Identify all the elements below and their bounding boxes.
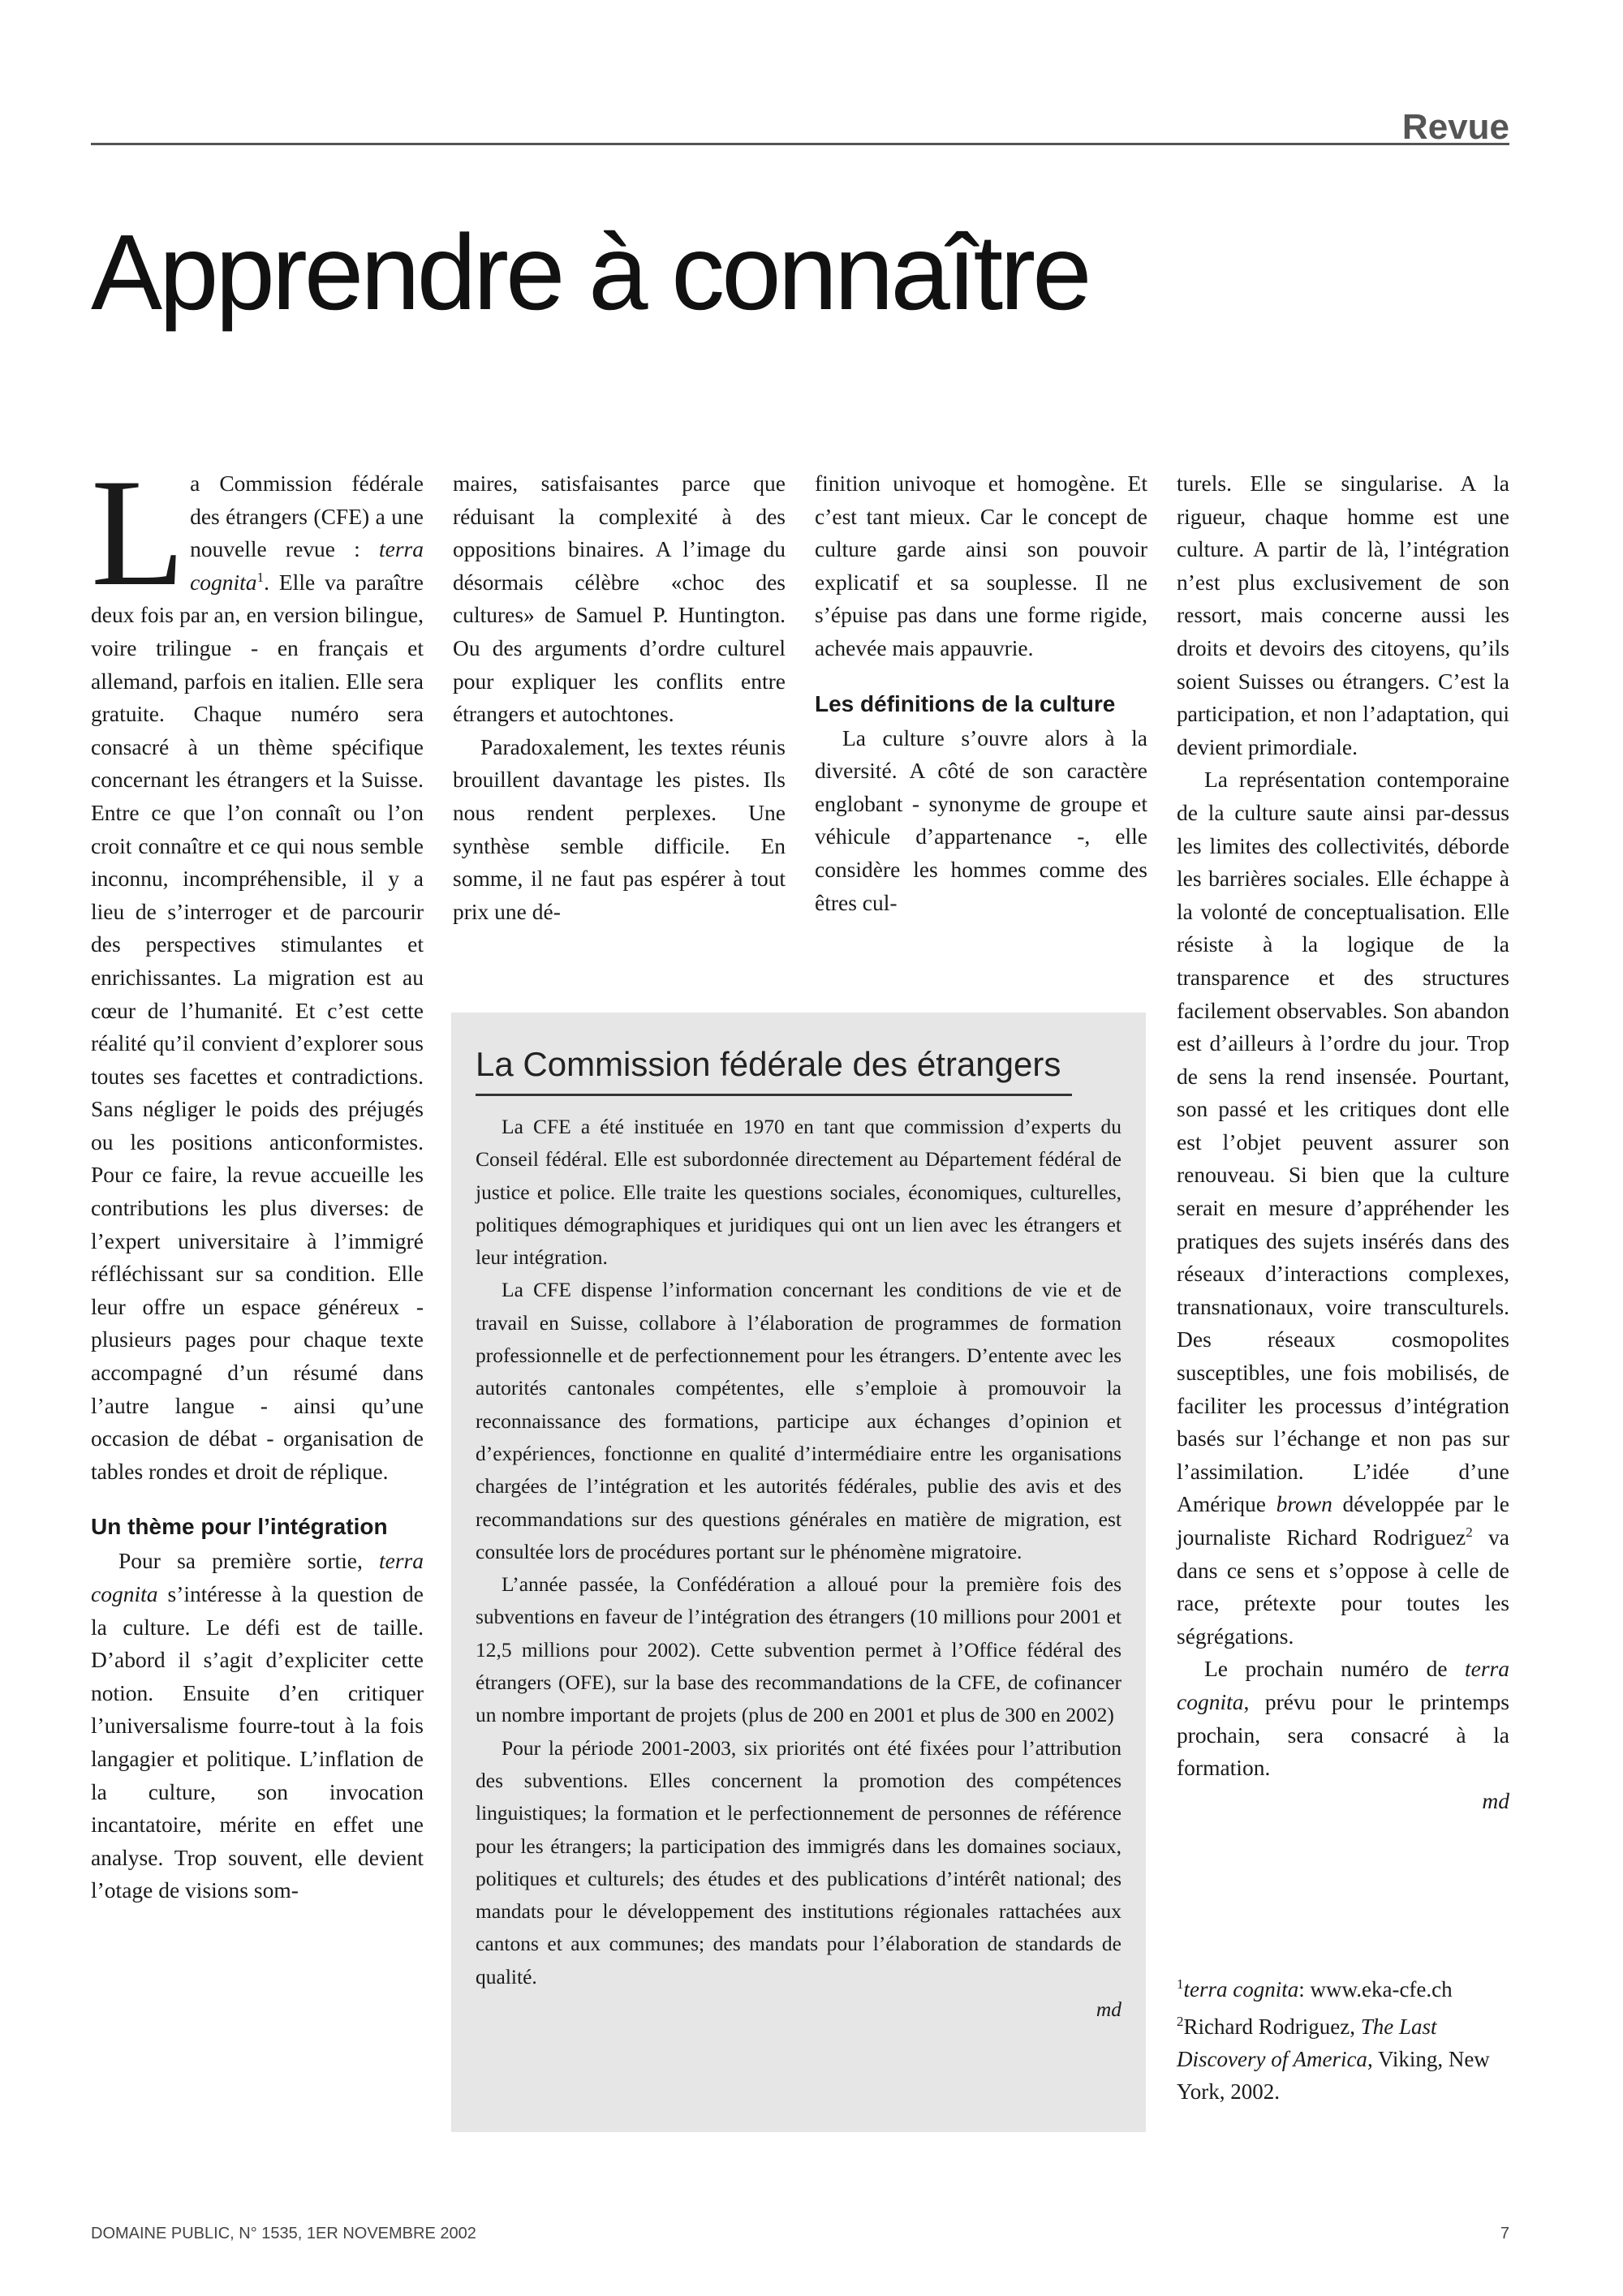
article-paragraph	[1177, 1653, 1509, 1784]
section-label: Revue	[1401, 107, 1509, 147]
text-run: s’intéresse à la question de la culture. Le défi est de taille. D’abord il s’agit d’expliciter cette notion. Ensuite d’en critiquer l’universalisme fourre-tout à la fois langagier et politique. L’inflation de la culture, son invocation incantatoire, mérite en effet une analyse. Trop souvent, elle devient l’otage de visions som-	[91, 1581, 424, 1903]
article-paragraph: maires, satisfaisantes parce que réduisant la complexité à des oppositions binaires. A l’image du désormais célèbre «choc des cultures» de Samuel P. Huntington. Ou des arguments d’ordre culturel pour expliquer les conflits entre étrangers et autochtones.	[453, 471, 786, 727]
footnote-text: , Viking, New York, 2002.	[1177, 2047, 1490, 2104]
info-box-paragraph: L’année passée, la Confédération a alloué pour la première fois des subventions en faveur de l’intégration des étrangers (10 millions pour 2001 et 12,5 millions pour 2002). Cette subvention permet à l’Office fédéral des étrangers (OFE), sur la base des recommandations de la CFE, de cofinancer un nombre important de projets (plus de 200 en 2001 et plus de 300 en 2002)	[476, 1572, 1121, 1727]
article-paragraph	[91, 448, 424, 1488]
footnote-2	[1177, 2006, 1518, 2108]
text-run: Pour sa première sortie,	[118, 1548, 379, 1574]
subheading: Les définitions de la culture	[815, 690, 1116, 716]
page-footer	[91, 2225, 1509, 2243]
article-column-3	[815, 467, 1147, 919]
text-run: a Commission fédérale des étrangers (CFE) a une nouvelle revue :	[190, 471, 424, 562]
article-paragraph: turels. Elle se singularise. A la rigueur, chaque homme est une culture. A partir de là, l’intégration n’est plus exclusivement de son ressort, mais concerne aussi les droits et devoirs des citoyens, qu’ils soient Suisses ou étrangers. C’est la participation, et non l’adaptation, qui devient primordiale.	[1177, 471, 1509, 759]
article-paragraph: Paradoxalement, les textes réunis brouillent davantage les pistes. Ils nous rendent perplexes. Une synthèse semble difficile. En somme, il ne faut pas espérer à tout prix une dé-	[453, 733, 786, 924]
text-run: La représentation contemporaine de la culture saute ainsi par-dessus les limites des collectivités, déborde les barrières sociales. Elle échappe à la volonté de conceptualisation. Elle résiste à la logique de la transparence et des structures facilement observables. Son abandon est d’ailleurs à l’ordre du jour. Trop de sens la rend insensée. Pourtant, son passé et les critiques dont elle est l’objet peuvent assurer son renouveau. Si bien que la culture serait en mesure d’appréhender les pratiques des sujets insérés dans des réseaux d’interactions complexes, transnationaux, voire transculturels. Des réseaux cosmopolites susceptibles, une fois mobilisés, de faciliter les processus d’intégration basés sur l’échange et non pas sur l’assimilation. L’idée d’une Amérique	[1177, 767, 1509, 1517]
text-run: va dans ce sens et s’oppose à celle de race, prétexte pour toutes les ségrégations.	[1177, 1524, 1509, 1649]
drop-cap: L	[91, 448, 186, 618]
footnote-number: 2	[1177, 2014, 1184, 2029]
publication-name: terra cognita	[1177, 1656, 1509, 1714]
book-title: The Last Discovery of America	[1177, 2014, 1437, 2071]
text-run: Le prochain numéro de	[1204, 1656, 1465, 1682]
author-signature: md	[1482, 1787, 1509, 1813]
footnote-ref: 2	[1466, 1524, 1473, 1540]
info-box-paragraph: La CFE a été instituée en 1970 en tant que commission d’experts du Conseil fédéral. Elle est subordonnée directement au Département fédéral de justice et police. Elle traite les questions sociales, économiques, culturelles, politiques démographiques et juridiques qui ont un lien avec les étrangers et leur intégration.	[476, 1115, 1121, 1270]
footnote-number: 1	[1177, 1976, 1184, 1992]
info-box	[451, 1013, 1146, 2132]
footnotes	[1177, 1968, 1518, 2108]
article-paragraph	[1177, 763, 1509, 1653]
publication-name: terra cognita	[1183, 1977, 1299, 2001]
top-rule	[91, 143, 1509, 145]
info-box-title: La Commission fédérale des étrangers	[476, 1042, 1072, 1096]
footnote-text: : www.eka-cfe.ch	[1298, 1977, 1453, 2001]
article-column-4	[1177, 467, 1509, 1817]
text-run: . Elle va paraître deux fois par an, en version bilingue, voire trilingue - en français et allemand, parfois en italien. Elle sera gratuite. Chaque numéro sera consacré à un thème spécifique concernant les étrangers et la Suisse. Entre ce que l’on connaît ou l’on croit connaître et ce qui nous semble inconnu, incompréhensible, il y a lieu de s’interroger et de parcourir des perspectives stimulantes et enrichissantes. La migration est au cœur de l’humanité. Et c’est cette réalité qu’il convient d’explorer sous toutes ses facettes et contradictions. Sans négliger le poids des préjugés ou les positions anticonformistes. Pour ce faire, la revue accueille les contributions les plus diverses: de l’expert universitaire à l’immigré réfléchissant sur sa condition. Elle leur offre un espace généreux - plusieurs pages pour chaque texte accompagné d’un résumé dans l’autre langue - ainsi qu’une occasion de débat - organisation de tables rondes et droit de réplique.	[91, 569, 424, 1484]
page-title: Apprendre à connaître	[91, 213, 1089, 332]
article-paragraph: La culture s’ouvre alors à la diversité. A côté de son caractère englobant - synonyme de groupe et véhicule d’appartenance -, elle considère les hommes comme des êtres cul-	[815, 724, 1147, 915]
info-box-text	[476, 1111, 1121, 2026]
emphasis: brown	[1276, 1491, 1332, 1517]
footnote-ref: 1	[256, 569, 265, 585]
author-signature: md	[1096, 1997, 1121, 2022]
publication-info: DOMAINE PUBLIC, N° 1535, 1ER NOVEMBRE 2002	[91, 2225, 476, 2242]
article-column-2	[453, 467, 786, 928]
page-number: 7	[1500, 2225, 1509, 2242]
article-column-1	[91, 448, 424, 1907]
text-run: , prévu pour le printemps prochain, sera consacré à la formation.	[1177, 1688, 1509, 1781]
info-box-paragraph: Pour la période 2001-2003, six priorités ont été fixées pour l’attribution des subventions. Elles concernent la promotion des compétences linguistiques; la formation et le perfectionnement de personnes de référence pour les étrangers; la participation des immigrés dans les domaines sociaux, politiques et culturels; des études et des publications d’intérêt national; des mandats pour le développement des institutions régionales rattachées aux cantons et aux communes; des mandats pour l’élaboration de standards de qualité.	[476, 1735, 1121, 1989]
publication-name: terra cognita	[91, 1548, 424, 1606]
subheading: Un thème pour l’intégration	[91, 1514, 388, 1540]
footnote-1	[1177, 1968, 1518, 2006]
article-paragraph	[91, 1545, 424, 1907]
text-run: développée par le journaliste Richard Rodriguez	[1177, 1491, 1509, 1550]
publication-name: terra cognita	[190, 536, 424, 595]
info-box-paragraph: La CFE dispense l’information concernant les conditions de vie et de travail en Suisse, collabore à l’élaboration de programmes de formation professionnelle et de perfectionnement pour les étrangers. D’entente avec les autorités cantonales compétentes, elle s’emploie à promouvoir la reconnaissance des formations, participe aux échanges d’opinion et d’expériences, fonctionne en qualité d’intermédiaire entre les organisations chargées de l’intégration et les autorités fédérales, publie des avis et des recommandations sur des questions générales en matière de migration, est consultée lors de procédures portant sur le phénomène migratoire.	[476, 1278, 1121, 1563]
article-paragraph: finition univoque et homogène. Et c’est tant mieux. Car le concept de culture garde ainsi son pouvoir explicatif et sa souplesse. Il ne s’épuise pas dans une forme rigide, achevée mais appauvrie.	[815, 471, 1147, 660]
footnote-text: Richard Rodriguez,	[1183, 2014, 1361, 2039]
